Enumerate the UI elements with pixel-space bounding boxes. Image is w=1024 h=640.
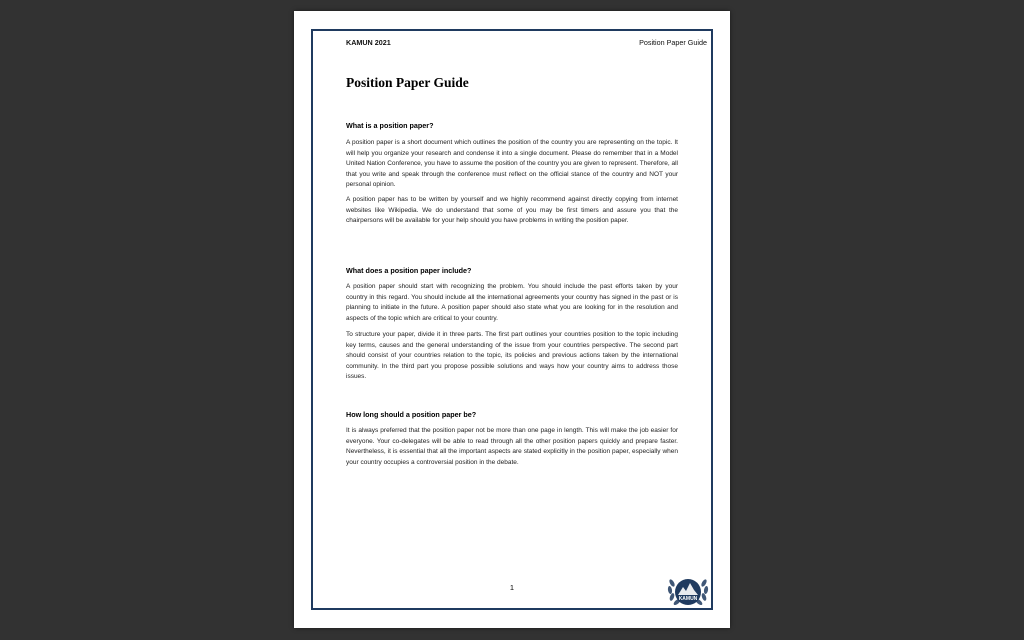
- kamun-logo-icon: [664, 567, 712, 609]
- paragraph: It is always preferred that the position paper not be more than one page in length. This will make the job easier for everyone. Your co-delegates will be able to read through all the other position papers quickly and prepare faster. Nevertheless, it is essential that all the important aspects are stated explicitly in the position paper, especially when your country occupies a controversial position in the debate.: [346, 427, 678, 466]
- logo-text: KAMUN: [678, 596, 698, 602]
- header-left: KAMUN 2021: [346, 38, 391, 47]
- paragraph: A position paper has to be written by yourself and we highly recommend against directly copying from internet websites like Wikipedia. We do understand that some of you may be first timers and assure you that the chairpersons will be available for your help should you have problems in writing the position paper.: [346, 196, 678, 224]
- section-heading: What is a position paper?: [346, 121, 434, 130]
- page-number: 1: [509, 583, 515, 592]
- section-heading: What does a position paper include?: [346, 266, 472, 275]
- page-title: Position Paper Guide: [346, 75, 469, 90]
- paragraph: A position paper should start with recognizing the problem. You should include the past efforts taken by your country in this regard. You should include all the international agreements your country has signed in the past or is planning to initiate in the future. A position paper should also state what you are looking for in the resolution and aspects of the topic which are critical to your country.: [346, 283, 678, 322]
- paragraph: A position paper is a short document which outlines the position of the country you are representing on the topic. It will help you organize your research and condense it into a single document. Please do remember that in a Model United Nation Conference, you have to assume the position of the country you are given to represent. Therefore, all that you write and speak through the conference must reflect on the official stance of the country and NOT your personal opinion.: [346, 139, 678, 188]
- document-page: [294, 11, 730, 628]
- section-heading: How long should a position paper be?: [346, 410, 477, 419]
- paragraph: To structure your paper, divide it in three parts. The first part outlines your countries position to the topic including key terms, causes and the general understanding of the issue from your countries perspective. The second part should consist of your countries relation to the topic, its policies and previous actions taken by the international community. In the third part you propose possible solutions and ways how your country aims to address those issues.: [346, 331, 678, 380]
- header-right: Position Paper Guide: [639, 38, 707, 47]
